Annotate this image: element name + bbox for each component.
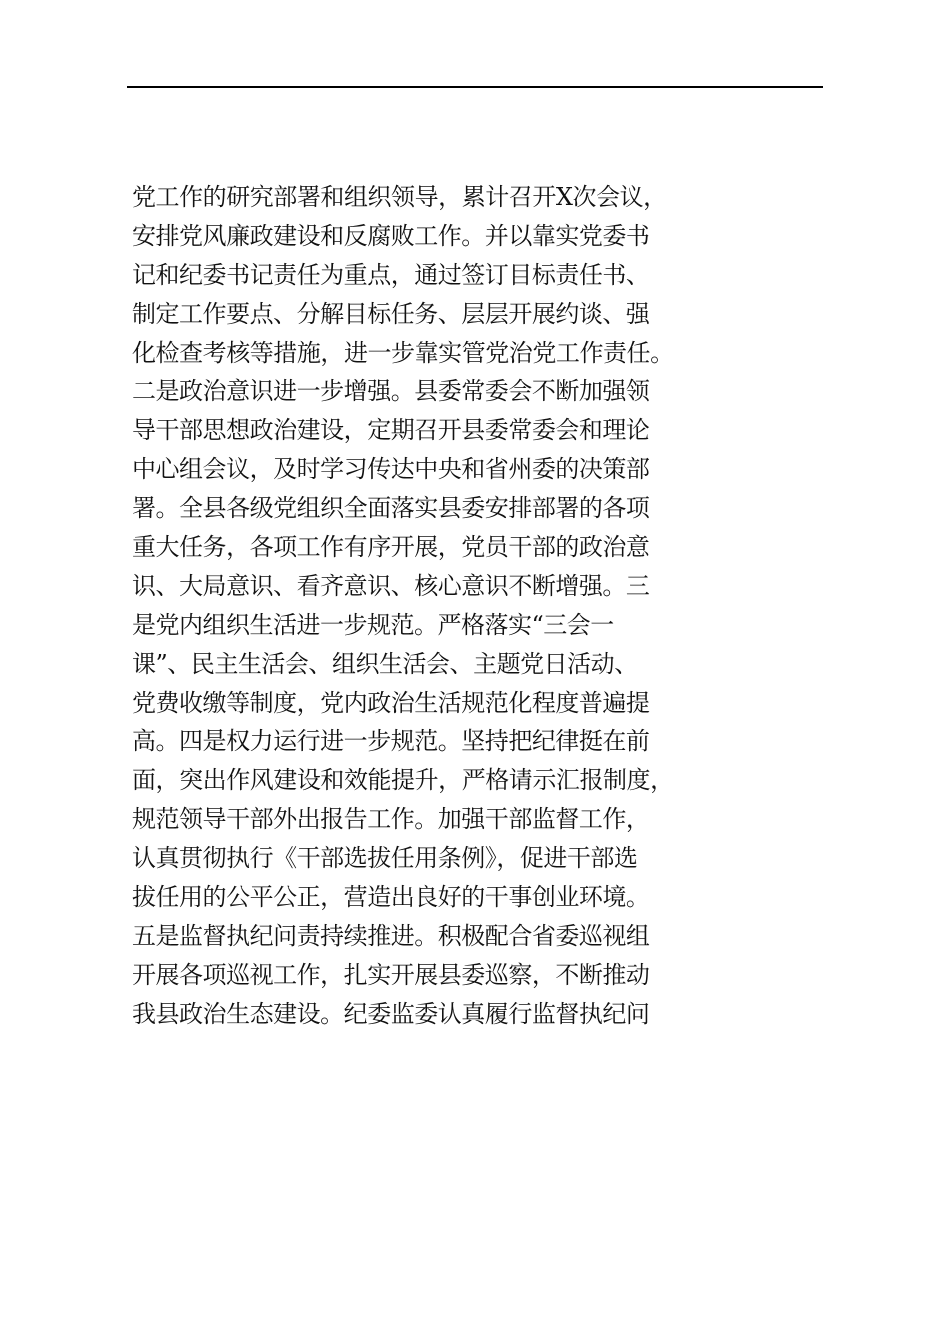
text-line: 中心组会议，及时学习传达中央和省州委的决策部 (132, 455, 650, 484)
text-line: 安排党风廉政建设和反腐败工作。并以靠实党委书 (132, 221, 650, 250)
text-line: 规范领导干部外出报告工作。加强干部监督工作， (132, 805, 650, 834)
text-line: 党工作的研究部署和组织领导，累计召开X次会议， (132, 183, 667, 211)
text-line: 课”、民主生活会、组织生活会、主题党日活动、 (132, 649, 638, 678)
text-line: 我县政治生态建设。纪委监委认真履行监督执纪问 (132, 999, 650, 1028)
text-line: 化检查考核等措施，进一步靠实管党治党工作责任。 (132, 338, 674, 367)
text-line: 署。全县各级党组织全面落实县委安排部署的各项 (132, 494, 650, 523)
text-line: 开展各项巡视工作，扎实开展县委巡察，不断推动 (132, 960, 650, 989)
text-line: 面，突出作风建设和效能提升，严格请示汇报制度， (132, 766, 674, 795)
text-line: 认真贯彻执行《干部选拔任用条例》，促进干部选 (132, 844, 638, 873)
text-line: 制定工作要点、分解目标任务、层层开展约谈、强 (132, 299, 650, 328)
text-line: 记和纪委书记责任为重点，通过签订目标责任书、 (132, 260, 650, 289)
header-rule (127, 86, 823, 88)
text-line: 是党内组织生活进一步规范。严格落实“三会一 (132, 610, 614, 639)
text-line: 识、大局意识、看齐意识、核心意识不断增强。三 (132, 571, 650, 600)
text-line: 高。四是权力运行进一步规范。坚持把纪律挺在前 (132, 727, 650, 756)
text-line: 党费收缴等制度，党内政治生活规范化程度普遍提 (132, 688, 650, 717)
body-text (132, 178, 832, 1034)
text-line: 二是政治意识进一步增强。县委常委会不断加强领 (132, 377, 650, 406)
text-line: 导干部思想政治建设，定期召开县委常委会和理论 (132, 416, 650, 445)
text-line: 重大任务，各项工作有序开展，党员干部的政治意 (132, 533, 650, 562)
text-line: 五是监督执纪问责持续推进。积极配合省委巡视组 (132, 921, 650, 950)
text-line: 拔任用的公平公正，营造出良好的干事创业环境。 (132, 883, 650, 912)
